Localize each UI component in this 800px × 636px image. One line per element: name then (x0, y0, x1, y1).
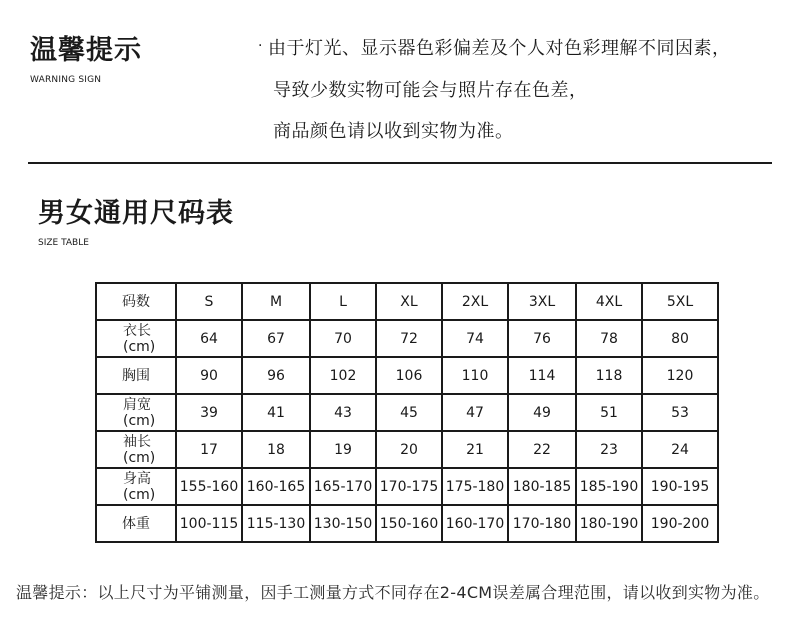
value-cell: 41 (242, 394, 310, 431)
value-cell: 76 (508, 320, 576, 357)
value-cell: 130-150 (310, 505, 376, 542)
header-size-cell: 2XL (442, 283, 508, 320)
value-cell: 19 (310, 431, 376, 468)
value-cell: 118 (576, 357, 642, 394)
header-size-cell: 5XL (642, 283, 718, 320)
value-cell: 24 (642, 431, 718, 468)
value-cell: 72 (376, 320, 442, 357)
value-cell: 190-200 (642, 505, 718, 542)
row-label-cell (96, 394, 176, 431)
value-cell: 20 (376, 431, 442, 468)
value-cell: 90 (176, 357, 242, 394)
row-label-cell (96, 357, 176, 394)
value-cell: 160-170 (442, 505, 508, 542)
value-cell: 114 (508, 357, 576, 394)
notice-line-2: 导致少数实物可能会与照片存在色差， (273, 80, 588, 101)
value-cell: 100-115 (176, 505, 242, 542)
value-cell: 106 (376, 357, 442, 394)
row-label-text: (cm) (123, 338, 156, 355)
row-label-cell (96, 468, 176, 505)
header-size-cell: L (310, 283, 376, 320)
row-label-text: (cm) (123, 412, 156, 429)
value-cell: 110 (442, 357, 508, 394)
value-cell: 53 (642, 394, 718, 431)
row-label-cell (96, 431, 176, 468)
size-table (95, 282, 719, 543)
value-cell: 78 (576, 320, 642, 357)
value-cell: 39 (176, 394, 242, 431)
value-cell: 51 (576, 394, 642, 431)
value-cell: 96 (242, 357, 310, 394)
header-size-cell: XL (376, 283, 442, 320)
table-row (96, 431, 718, 468)
row-label-text: 身高 (123, 470, 151, 487)
warning-subtitle: WARNING SIGN (30, 75, 102, 85)
table-header-row (96, 283, 718, 320)
value-cell: 150-160 (376, 505, 442, 542)
row-label-text: (cm) (123, 449, 156, 466)
row-label-text: 袖长 (123, 433, 151, 450)
row-label-cell (96, 320, 176, 357)
row-label-text: 胸围 (122, 367, 150, 384)
value-cell: 67 (242, 320, 310, 357)
warning-title: 温馨提示 (30, 35, 142, 66)
row-label-text: (cm) (123, 486, 156, 503)
notice-bullet: · (258, 38, 263, 54)
value-cell: 120 (642, 357, 718, 394)
row-label-text: 肩宽 (123, 396, 151, 413)
footer-note: 温馨提示：以上尺寸为平铺测量，因手工测量方式不同存在2-4CM误差属合理范围，请以收到实物为准。 (16, 583, 770, 602)
table-row (96, 505, 718, 542)
header-size-cell: S (176, 283, 242, 320)
section-divider (28, 162, 772, 164)
value-cell: 22 (508, 431, 576, 468)
table-row (96, 320, 718, 357)
value-cell: 155-160 (176, 468, 242, 505)
value-cell: 102 (310, 357, 376, 394)
header-size-cell: 4XL (576, 283, 642, 320)
value-cell: 185-190 (576, 468, 642, 505)
value-cell: 47 (442, 394, 508, 431)
value-cell: 80 (642, 320, 718, 357)
value-cell: 64 (176, 320, 242, 357)
value-cell: 18 (242, 431, 310, 468)
value-cell: 190-195 (642, 468, 718, 505)
value-cell: 49 (508, 394, 576, 431)
table-row (96, 357, 718, 394)
header-size-cell: M (242, 283, 310, 320)
value-cell: 45 (376, 394, 442, 431)
row-label-cell (96, 505, 176, 542)
value-cell: 17 (176, 431, 242, 468)
value-cell: 43 (310, 394, 376, 431)
notice-line-1: 由于灯光、显示器色彩偏差及个人对色彩理解不同因素， (268, 38, 731, 59)
value-cell: 70 (310, 320, 376, 357)
value-cell: 170-180 (508, 505, 576, 542)
notice-line-3: 商品颜色请以收到实物为准。 (273, 121, 514, 142)
row-label-text: 体重 (122, 515, 150, 532)
value-cell: 170-175 (376, 468, 442, 505)
value-cell: 74 (442, 320, 508, 357)
value-cell: 180-190 (576, 505, 642, 542)
size-table-subtitle: SIZE TABLE (38, 238, 89, 248)
table-row (96, 468, 718, 505)
value-cell: 165-170 (310, 468, 376, 505)
header-label-cell: 码数 (96, 283, 176, 320)
header-size-cell: 3XL (508, 283, 576, 320)
value-cell: 115-130 (242, 505, 310, 542)
value-cell: 21 (442, 431, 508, 468)
value-cell: 23 (576, 431, 642, 468)
value-cell: 180-185 (508, 468, 576, 505)
row-label-text: 衣长 (123, 322, 151, 339)
value-cell: 160-165 (242, 468, 310, 505)
size-table-title: 男女通用尺码表 (38, 198, 234, 229)
table-row (96, 394, 718, 431)
value-cell: 175-180 (442, 468, 508, 505)
